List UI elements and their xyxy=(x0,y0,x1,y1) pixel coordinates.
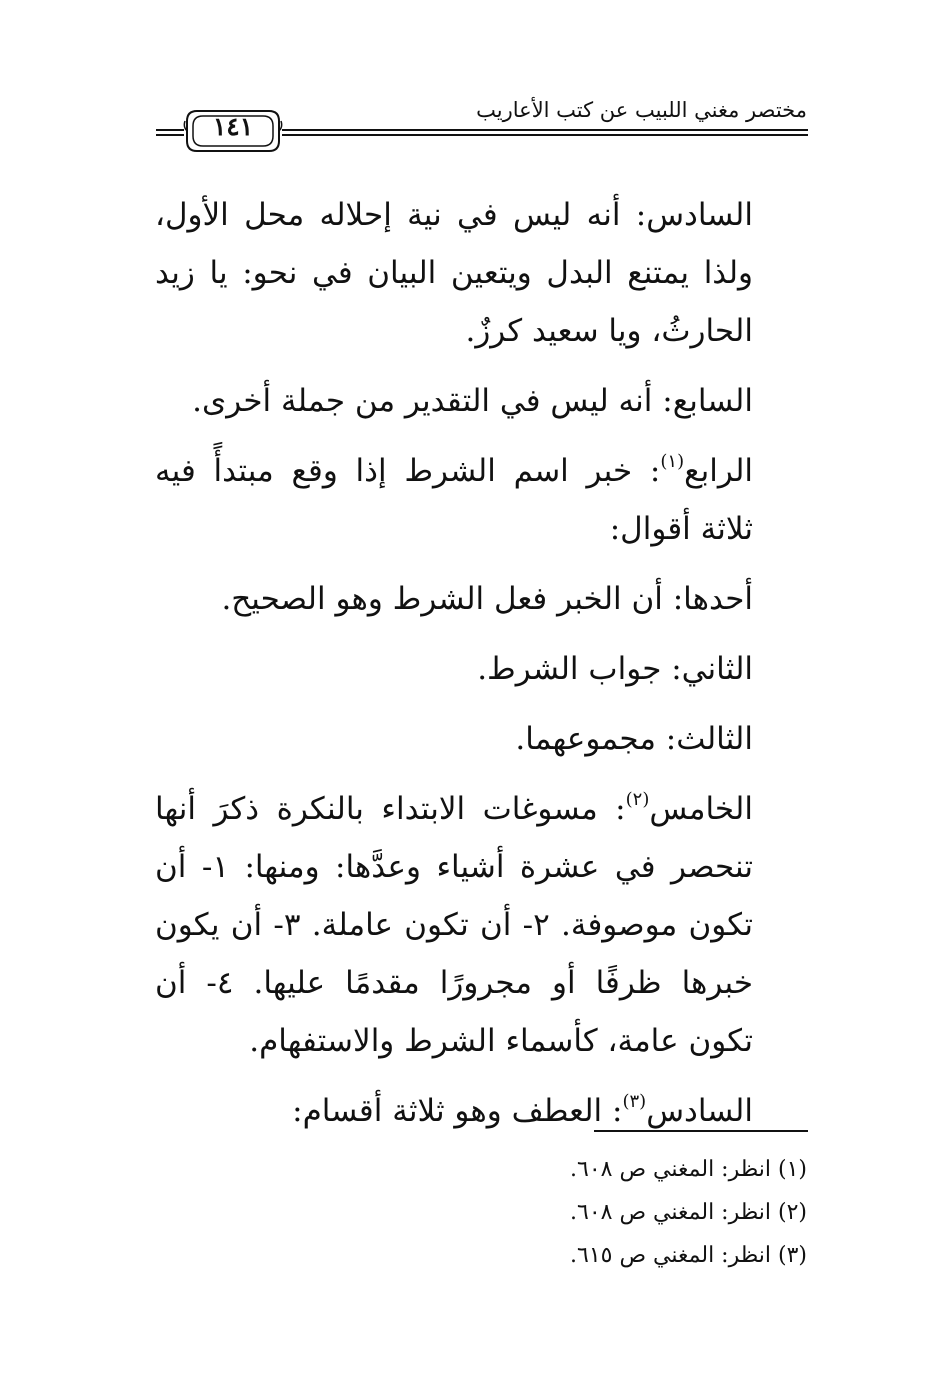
running-header-title: مختصر مغني اللبيب عن كتب الأعاريب xyxy=(476,98,807,122)
paragraph-text: : أن الخبر فعل الشرط وهو الصحيح. xyxy=(221,581,684,617)
footnote: (٣) انظر: المغني ص ٦١٥. xyxy=(570,1243,807,1268)
paragraph xyxy=(155,442,805,558)
paragraph xyxy=(155,780,805,1070)
paragraph-lead: الخامس xyxy=(649,791,753,827)
header-rule-left xyxy=(156,129,184,136)
paragraph-lead: الثاني xyxy=(681,651,753,687)
paragraph-lead: السابع xyxy=(672,383,753,419)
paragraph-lead: السادس xyxy=(646,197,753,233)
main-text xyxy=(155,186,805,1140)
footnote: (١) انظر: المغني ص ٦٠٨. xyxy=(570,1157,807,1182)
paragraph-text: : مجموعهما. xyxy=(515,721,677,757)
footnotes xyxy=(570,1148,807,1277)
paragraph-lead: السادس xyxy=(646,1093,753,1129)
paragraph xyxy=(155,640,805,698)
paragraph xyxy=(155,186,805,360)
paragraph-text: : مسوغات الابتداء بالنكرة ذكرَ أنها تنحصر في عشرة أشياء وعدَّها: ومنها: ١- أن تكون موصوفة. ٢- أن تكون عاملة. ٣- أن يكون خبرها ظرفًا أو مجرورًا مقدمًا عليها. ٤- أن تكون عامة، كأسماء الشرط والاستفهام. xyxy=(155,791,753,1059)
paragraph-lead: الثالث xyxy=(676,721,753,757)
paragraph-lead: أحدها xyxy=(683,581,753,617)
paragraph-lead: الرابع xyxy=(684,453,753,489)
footnote-ref: (٢) xyxy=(625,789,650,810)
paragraph xyxy=(155,710,805,768)
paragraph xyxy=(155,570,805,628)
paragraph-text: : العطف وهو ثلاثة أقسام: xyxy=(292,1093,623,1129)
paragraph-text: : أنه ليس في التقدير من جملة أخرى. xyxy=(192,383,673,419)
paragraph-text: : خبر اسم الشرط إذا وقع مبتدأً فيه ثلاثة أقوال: xyxy=(155,453,753,547)
page-number: ١٤١ xyxy=(212,112,254,141)
paragraph-text: : جواب الشرط. xyxy=(477,651,682,687)
footnote-ref: (٣) xyxy=(622,1091,647,1112)
footnote-separator xyxy=(594,1130,808,1132)
paragraph xyxy=(155,372,805,430)
footnote: (٢) انظر: المغني ص ٦٠٨. xyxy=(570,1200,807,1225)
footnote-ref: (١) xyxy=(660,451,685,472)
paragraph-text: : أنه ليس في نية إحلاله محل الأول، ولذا يمتنع البدل ويتعين البيان في نحو: يا زيد الحارثُ، ويا سعيد كرزٌ. xyxy=(155,197,753,349)
header-rule-right xyxy=(282,129,808,136)
